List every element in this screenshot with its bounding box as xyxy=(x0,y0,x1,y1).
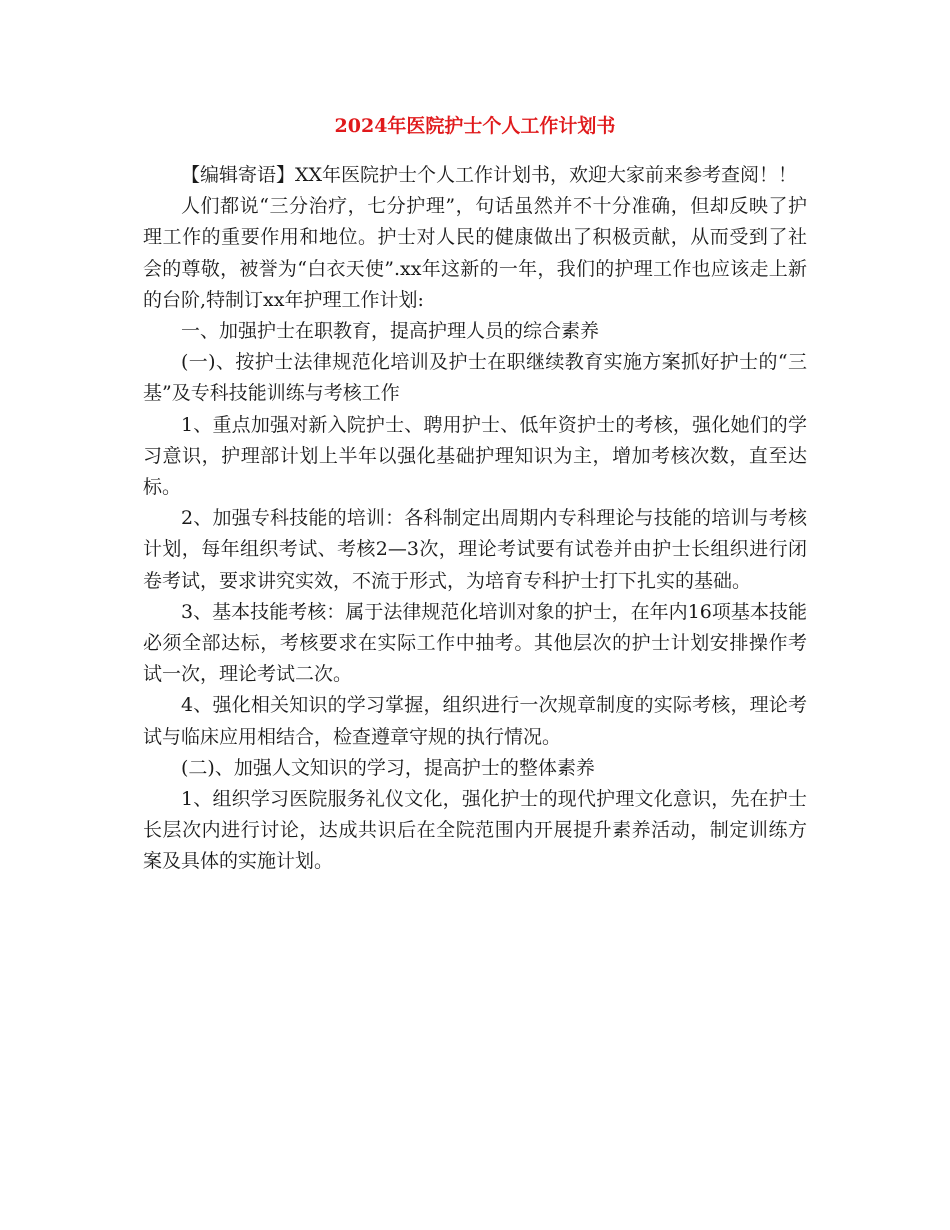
paragraph-editor-note: 【编辑寄语】XX年医院护士个人工作计划书，欢迎大家前来参考查阅！！ xyxy=(181,164,798,186)
heading-section-1: 一、加强护士在职教育，提高护理人员的综合素养 xyxy=(181,320,600,343)
paragraph-item-1: 1、重点加强对新入院护士、聘用护士、低年资护士的考核，强化她们的学习意识，护理部计划上半年以强化基础护理知识为主，增加考核次数，直至达标。 xyxy=(143,413,807,499)
paragraph-item-4: 4、强化相关知识的学习掌握，组织进行一次规章制度的实际考核，理论考试与临床应用相结合，检查遵章守规的执行情况。 xyxy=(143,694,807,748)
heading-subsection-2: (二)、加强人文知识的学习，提高护士的整体素养 xyxy=(181,756,595,779)
paragraph-item-3: 3、基本技能考核：属于法律规范化培训对象的护士，在年内16项基本技能必须全部达标，考核要求在实际工作中抽考。其他层次的护士计划安排操作考试一次，理论考试二次。 xyxy=(143,600,807,686)
document-title: 2024年医院护士个人工作计划书 xyxy=(334,115,616,137)
paragraph-item-2: 2、加强专科技能的培训：各科制定出周期内专科理论与技能的培训与考核计划，每年组织考试、考核2—3次，理论考试要有试卷并由护士长组织进行闭卷考试，要求讲究实效，不流于形式，为培育专科护士打下扎实的基础。 xyxy=(143,507,807,592)
paragraph-intro: 人们都说“三分治疗，七分护理”，句话虽然并不十分准确，但却反映了护理工作的重要作用和地位。护士对人民的健康做出了积极贡献，从而受到了社会的尊敬，被誉为“白衣天使”.xx年这新的一年，我们的护理工作也应该走上新的台阶,特制订xx年护理工作计划: xyxy=(143,195,807,311)
heading-subsection-1: (一)、按护士法律规范化培训及护士在职继续教育实施方案抓好护士的“三基”及专科技能训练与考核工作 xyxy=(143,351,807,405)
document-body xyxy=(143,160,807,878)
paragraph-item-5: 1、组织学习医院服务礼仪文化，强化护士的现代护理文化意识，先在护士长层次内进行讨论，达成共识后在全院范围内开展提升素养活动，制定训练方案及具体的实施计划。 xyxy=(143,788,807,873)
